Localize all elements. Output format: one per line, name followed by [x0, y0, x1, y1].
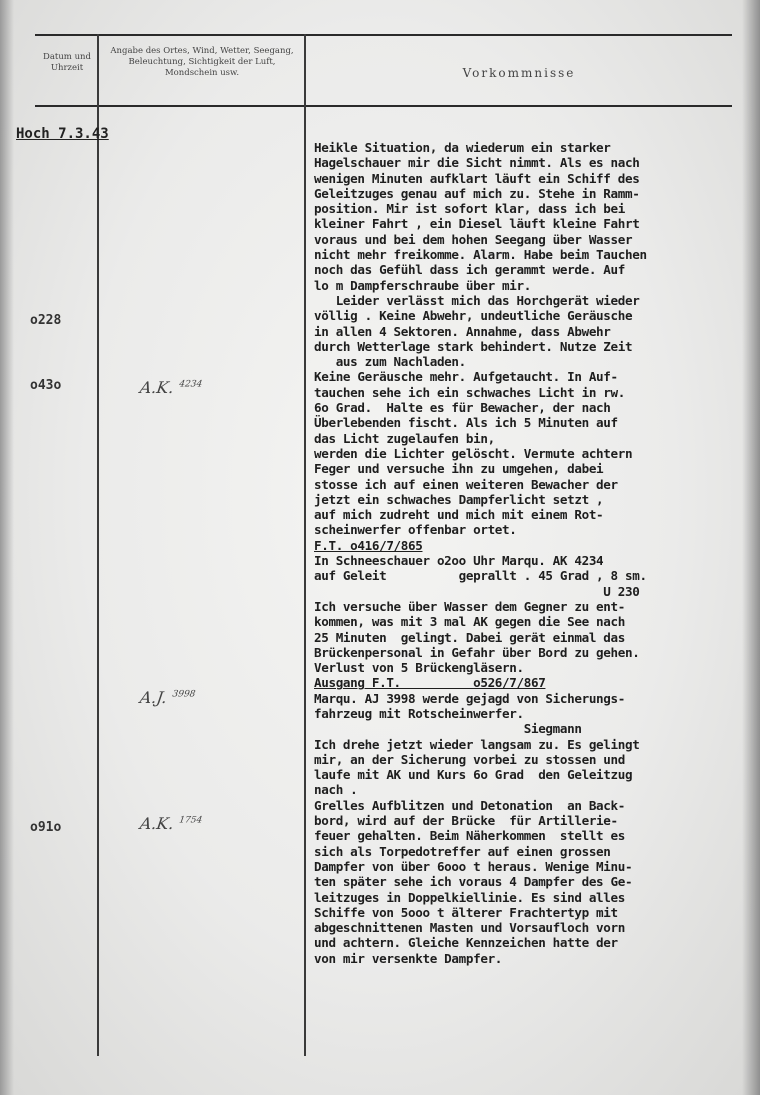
- header-date-time: Datum und Uhrzeit: [43, 52, 91, 73]
- handwritten-grid-note: [139, 378, 203, 397]
- entry-time: o43o: [30, 378, 62, 393]
- text-line: auf mich zudreht und mich mit einem Rot-: [314, 507, 604, 523]
- text-line: durch Wetterlage stark behindert. Nutze Zeit: [314, 338, 633, 354]
- text-line: leitzuges in Doppelkiellinie. Es sind alles: [314, 889, 625, 905]
- text-line: feuer gehalten. Beim Näherkommen stellt es: [314, 828, 625, 844]
- text-line: in allen 4 Sektoren. Annahme, dass Abwehr: [314, 323, 611, 339]
- text-line: Leider verlässt mich das Horchgerät wieder: [314, 292, 640, 308]
- note-number: 4234: [178, 379, 203, 390]
- text-line: jetzt ein schwaches Dampferlicht setzt ,: [314, 491, 604, 507]
- entry-time: o228: [30, 313, 62, 328]
- text-line: scheinwerfer offenbar ortet.: [314, 522, 517, 538]
- log-date: Hoch 7.3.43: [16, 126, 109, 142]
- header-location-weather: Angabe des Ortes, Wind, Wetter, Seegang, Beleuchtung, Sichtigkeit der Luft, Mondschein usw.: [110, 46, 294, 78]
- header-events: Vorkommnisse: [462, 66, 576, 80]
- text-line: das Licht zugelaufen bin,: [314, 430, 495, 446]
- note-number: 1754: [178, 815, 203, 826]
- header-bottom-rule: [35, 105, 732, 107]
- text-line: Feger und versuche ihn zu umgehen, dabei: [314, 461, 604, 477]
- text-line: aus zum Nachladen.: [314, 354, 466, 370]
- text-line: abgeschnittenen Masten und Vorsaufloch vorn: [314, 920, 625, 936]
- text-line: Ich versuche über Wasser dem Gegner zu ent-: [314, 598, 625, 614]
- column-divider: [304, 34, 306, 1056]
- header-top-rule: [35, 34, 732, 36]
- text-line: ten später sehe ich voraus 4 Dampfer des Ge-: [314, 874, 633, 890]
- entry-time: o91o: [30, 820, 62, 835]
- text-line: Überlebenden fischt. Als ich 5 Minuten auf: [314, 415, 618, 431]
- text-line: stosse ich auf einen weiteren Bewacher der: [314, 476, 618, 492]
- text-line: In Schneeschauer o2oo Uhr Marqu. AK 4234: [314, 553, 604, 569]
- text-line: U 230: [314, 583, 640, 599]
- text-line: auf Geleit geprallt . 45 Grad , 8 sm.: [314, 568, 647, 584]
- text-line: Grelles Aufblitzen und Detonation an Back-: [314, 797, 625, 813]
- text-line: wenigen Minuten aufklart läuft ein Schiff des: [314, 170, 640, 186]
- text-line: mir, an der Sicherung vorbei zu stossen und: [314, 751, 625, 767]
- text-line: völlig . Keine Abwehr, undeutliche Geräusche: [314, 308, 633, 324]
- text-line: bord, wird auf der Brücke für Artillerie-: [314, 813, 618, 829]
- text-line: werden die Lichter gelöscht. Vermute achtern: [314, 445, 633, 461]
- text-line: F.T. o416/7/865: [314, 537, 423, 553]
- text-line: Verlust von 5 Brückengläsern.: [314, 660, 524, 676]
- text-line: Schiffe von 5ooo t älterer Frachtertyp mit: [314, 904, 618, 920]
- note-text: A.K.: [138, 814, 176, 833]
- scan-edge-shadow: [0, 0, 14, 1095]
- note-text: A.K.: [138, 378, 176, 397]
- text-line: fahrzeug mit Rotscheinwerfer.: [314, 705, 524, 721]
- events-text: [314, 140, 754, 966]
- text-line: position. Mir ist sofort klar, dass ich bei: [314, 201, 625, 217]
- text-line: Siegmann: [314, 721, 582, 737]
- text-line: Dampfer von über 6ooo t heraus. Wenige Minu-: [314, 858, 633, 874]
- text-line: 25 Minuten gelingt. Dabei gerät einmal das: [314, 629, 625, 645]
- text-line: nach .: [314, 782, 358, 798]
- note-number: 3998: [171, 689, 197, 700]
- text-line: Ich drehe jetzt wieder langsam zu. Es gelingt: [314, 736, 640, 752]
- text-line: kleiner Fahrt , ein Diesel läuft kleine Fahrt: [314, 216, 640, 232]
- handwritten-grid-note: [139, 814, 203, 833]
- text-line: von mir versenkte Dampfer.: [314, 950, 503, 966]
- text-line: nicht mehr freikomme. Alarm. Habe beim Tauchen: [314, 247, 647, 263]
- column-divider: [97, 34, 99, 1056]
- text-line: tauchen sehe ich ein schwaches Licht in rw.: [314, 384, 625, 400]
- text-line: Ausgang F.T. o526/7/867: [314, 675, 546, 691]
- text-line: lo m Dampferschraube über mir.: [314, 277, 531, 293]
- text-line: laufe mit AK und Kurs 6o Grad den Geleitzug: [314, 767, 633, 783]
- text-line: und achtern. Gleiche Kennzeichen hatte der: [314, 935, 618, 951]
- text-line: Brückenpersonal in Gefahr über Bord zu gehen.: [314, 644, 640, 660]
- text-line: voraus und bei dem hohen Seegang über Wasser: [314, 231, 633, 247]
- text-line: 6o Grad. Halte es für Bewacher, der nach: [314, 400, 611, 416]
- text-line: Hagelschauer mir die Sicht nimmt. Als es nach: [314, 155, 640, 171]
- text-line: Marqu. AJ 3998 werde gejagd von Sicherungs-: [314, 690, 625, 706]
- text-line: sich als Torpedotreffer auf einen grossen: [314, 843, 611, 859]
- text-line: noch das Gefühl dass ich gerammt werde. Auf: [314, 262, 625, 278]
- handwritten-grid-note: [139, 688, 197, 707]
- text-line: Heikle Situation, da wiederum ein starker: [314, 140, 611, 155]
- text-line: Geleitzuges genau auf mich zu. Stehe in Ramm-: [314, 185, 640, 201]
- note-text: A.J.: [138, 688, 169, 707]
- text-line: kommen, was mit 3 mal AK gegen die See nach: [314, 614, 625, 630]
- text-line: Keine Geräusche mehr. Aufgetaucht. In Auf-: [314, 369, 618, 385]
